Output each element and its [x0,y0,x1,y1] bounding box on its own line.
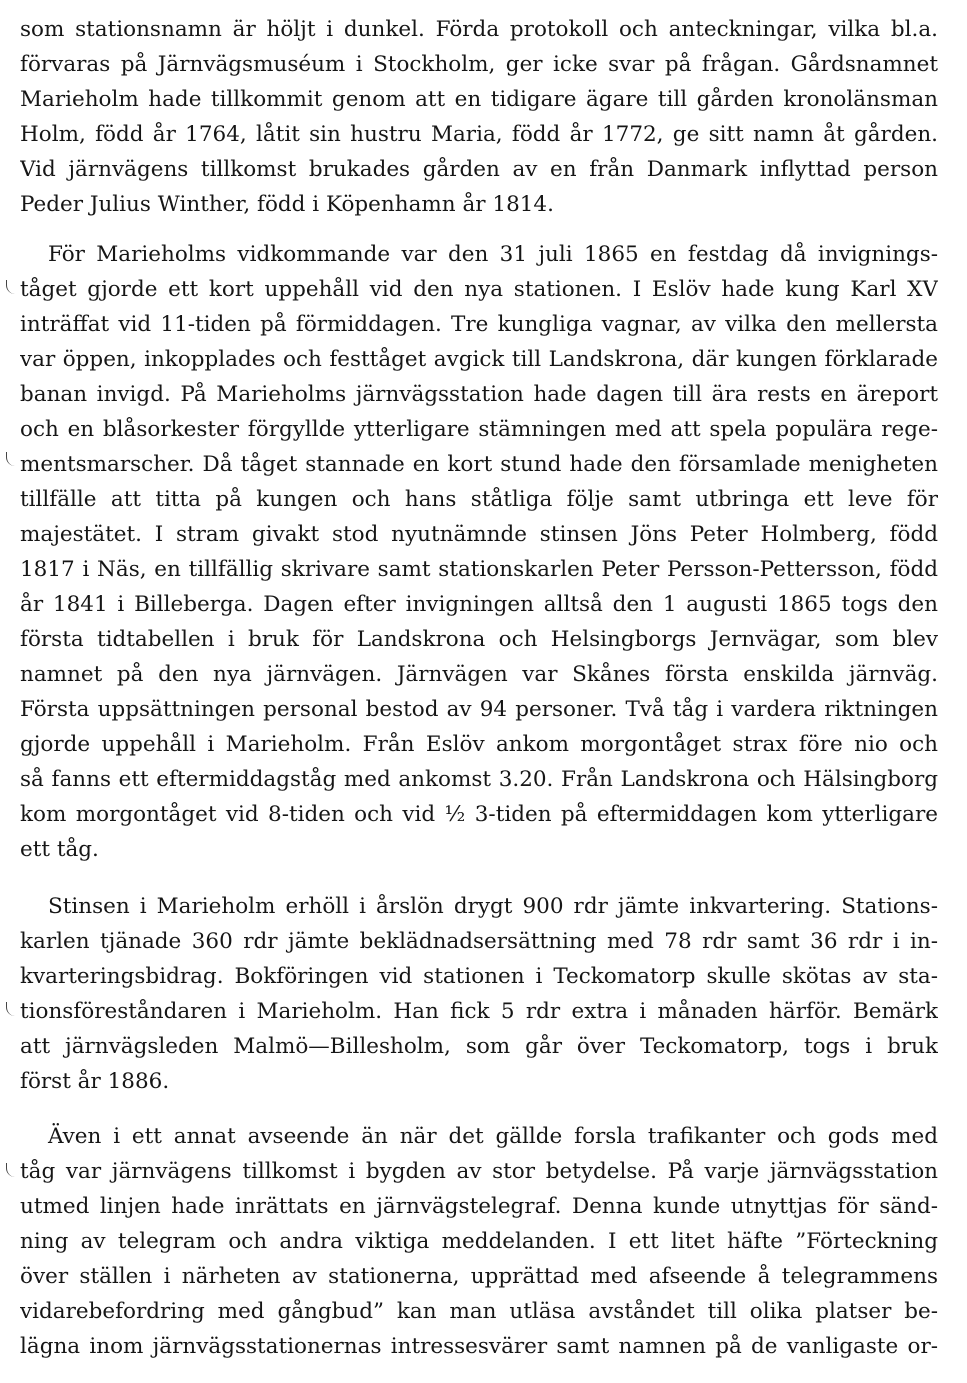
text-line: kom morgontåget vid 8-tiden och vid ½ 3-tiden på eftermiddagen kom ytterligare [20,802,938,827]
text-line: namnet på den nya järnvägen. Järnvägen var Skånes första enskilda järnväg. [20,662,938,687]
text-line: För Marieholms vidkommande var den 31 juli 1865 en festdag då invignings- [48,242,938,267]
text-line: Marieholm hade tillkommit genom att en tidigare ägare till gården kronolänsman [20,87,938,112]
text-line: majestätet. I stram givakt stod nyutnämnde stinsen Jöns Peter Holmberg, född [20,522,938,547]
text-line: mentsmarscher. Då tåget stannade en kort stund hade den församlade menigheten [20,452,938,477]
text-line: först år 1886. [20,1069,170,1094]
margin-mark [6,1002,15,1016]
text-line: utmed linjen hade inrättats en järnvägstelegraf. Denna kunde utnyttjas för sänd- [20,1194,938,1219]
text-line: Stinsen i Marieholm erhöll i årslön drygt 900 rdr jämte inkvartering. Stations- [48,894,938,919]
margin-mark [6,452,15,466]
text-line: Holm, född år 1764, låtit sin hustru Maria, född år 1772, ge sitt namn åt gården. [20,122,938,147]
text-line: karlen tjänade 360 rdr jämte beklädnadsersättning med 78 rdr samt 36 rdr i in- [20,929,938,954]
text-line: inträffat vid 11-tiden på förmiddagen. Tre kungliga vagnar, av vilka den mellersta [20,312,938,337]
text-line: gjorde uppehåll i Marieholm. Från Eslöv ankom morgontåget strax före nio och [20,732,938,757]
text-line: kvarteringsbidrag. Bokföringen vid stationen i Teckomatorp skulle skötas av sta- [20,964,938,989]
text-line: tåg var järnvägens tillkomst i bygden av stor betydelse. På varje järnvägsstation [20,1159,938,1184]
margin-mark [6,1163,15,1177]
paragraph-1 [20,12,938,222]
text-line: vidarebefordring med gångbud” kan man utläsa avståndet till olika platser be- [20,1299,938,1324]
text-line: ning av telegram och andra viktiga meddelanden. I ett litet häfte ”Förteckning [20,1229,938,1254]
text-line: banan invigd. På Marieholms järnvägsstation hade dagen till ära rests en äreport [20,382,938,407]
text-line: första tidtabellen i bruk för Landskrona och Helsingborgs Jernvägar, som blev [20,627,938,652]
text-line: Även i ett annat avseende än när det gällde forsla trafikanter och gods med [48,1124,938,1149]
margin-mark [6,280,15,294]
text-line: tionsföreståndaren i Marieholm. Han fick 5 rdr extra i månaden härför. Bemärk [20,999,938,1024]
text-line: lägna inom järnvägsstationernas intressesvärer samt namnen på de vanligaste or- [20,1334,938,1359]
paragraph-3 [20,889,938,1099]
paragraph-2 [20,237,938,867]
text-line: ett tåg. [20,837,99,862]
text-line: tillfälle att titta på kungen och hans ståtliga följe samt utbringa ett leve för [20,487,938,512]
text-line: 1817 i Näs, en tillfällig skrivare samt stationskarlen Peter Persson-Pettersson, född [20,557,938,582]
text-line: Vid järnvägens tillkomst brukades gården av en från Danmark inflyttad person [20,157,938,182]
text-line: förvaras på Järnvägsmuséum i Stockholm, ger icke svar på frågan. Gårdsnamnet [20,52,938,77]
text-line: som stationsnamn är höljt i dunkel. Förda protokoll och anteckningar, vilka bl.a. [20,17,938,42]
text-line: var öppen, inkopplades och festtåget avgick till Landskrona, där kungen förklarade [20,347,938,372]
text-line: så fanns ett eftermiddagståg med ankomst 3.20. Från Landskrona och Hälsingborg [20,767,938,792]
text-line: att järnvägsleden Malmö—Billesholm, som går över Teckomatorp, togs i bruk [20,1034,938,1059]
text-line: år 1841 i Billeberga. Dagen efter invigningen alltså den 1 augusti 1865 togs den [20,592,938,617]
paragraph-4 [20,1119,938,1364]
text-line: Första uppsättningen personal bestod av 94 personer. Två tåg i vardera riktningen [20,697,938,722]
text-line: Peder Julius Winther, född i Köpenhamn år 1814. [20,192,554,217]
text-line: tåget gjorde ett kort uppehåll vid den nya stationen. I Eslöv hade kung Karl XV [20,277,938,302]
text-line: över ställen i närheten av stationerna, upprättad med afseende å telegrammens [20,1264,938,1289]
text-line: och en blåsorkester förgyllde ytterligare stämningen med att spela populära rege- [20,417,938,442]
